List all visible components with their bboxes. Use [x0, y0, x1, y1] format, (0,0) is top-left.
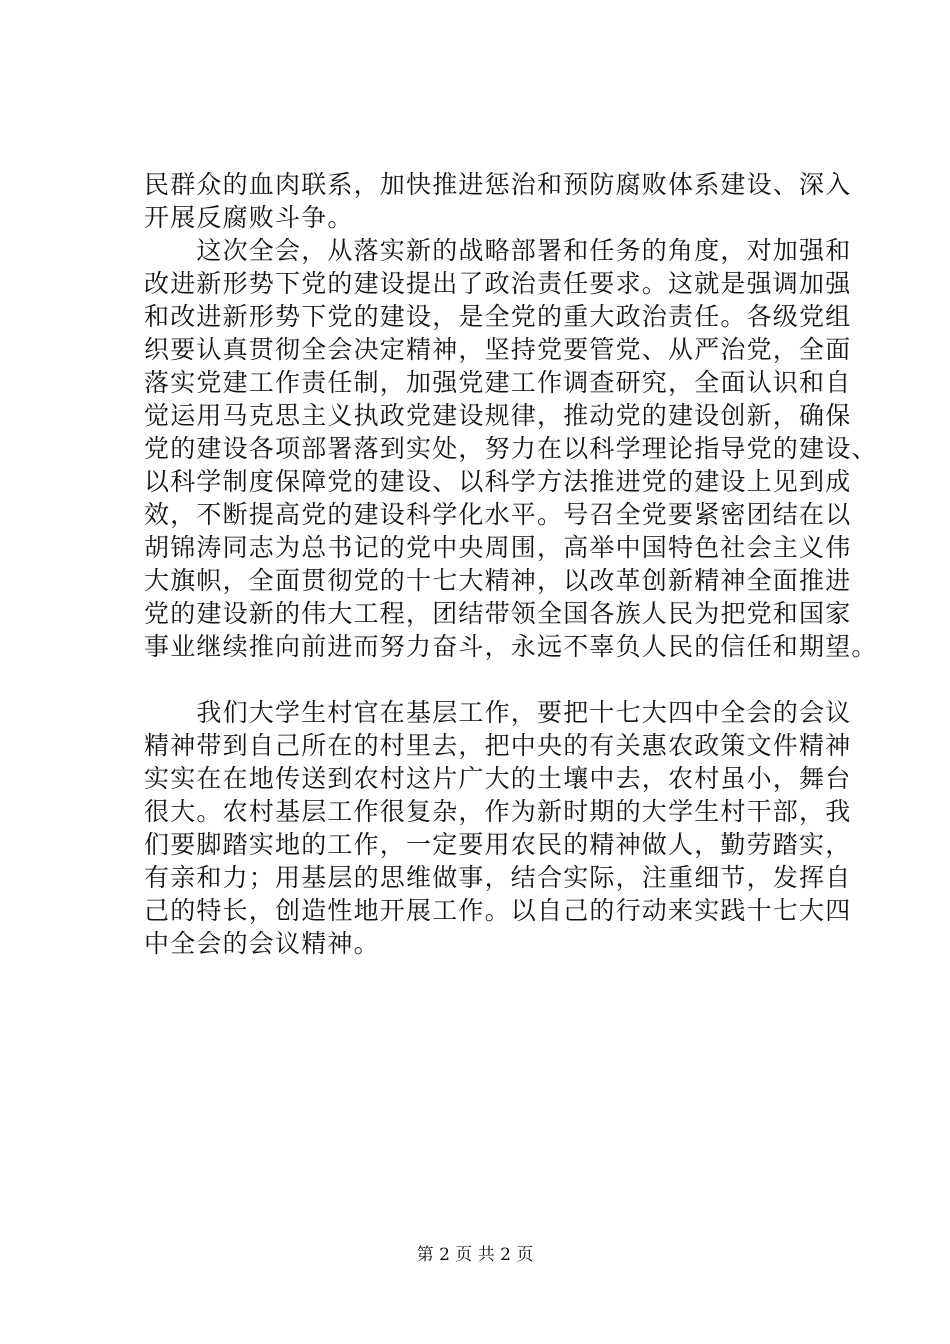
paragraph-2-line-4: 织要认真贯彻全会决定精神，坚持党要管党、从严治党，全面	[144, 335, 852, 364]
paragraph-2-line-1: 这次全会，从落实新的战略部署和任务的角度，对加强和	[144, 236, 852, 265]
page-number-footer: 第 2 页 共 2 页	[416, 1245, 534, 1265]
paragraph-2-line-5: 落实党建工作责任制，加强党建工作调查研究，全面认识和自	[144, 368, 852, 397]
paragraph-spacer	[144, 663, 864, 696]
paragraph-3-line-3: 实实在在地传送到农村这片广大的土壤中去，农村虽小，舞台	[144, 764, 852, 793]
paragraph-3-line-1: 我们大学生村官在基层工作，要把十七大四中全会的会议	[144, 698, 852, 727]
paragraph-2-line-11: 大旗帜，全面贯彻党的十七大精神，以改革创新精神全面推进	[144, 566, 852, 595]
paragraph-3-line-4: 很大。农村基层工作很复杂，作为新时期的大学生村干部，我	[144, 797, 852, 826]
paragraph-3-line-5: 们要脚踏实地的工作，一定要用农民的精神做人，勤劳踏实，	[144, 830, 852, 859]
paragraph-2-line-9: 效，不断提高党的建设科学化水平。号召全党要紧密团结在以	[144, 500, 852, 529]
paragraph-2-line-3: 和改进新形势下党的建设，是全党的重大政治责任。各级党组	[144, 302, 852, 331]
paragraph-2-line-6: 觉运用马克思主义执政党建设规律，推动党的建设创新，确保	[144, 401, 852, 430]
paragraph-2-line-12: 党的建设新的伟大工程，团结带领全国各族人民为把党和国家	[144, 599, 852, 628]
paragraph-3-line-7: 己的特长，创造性地开展工作。以自己的行动来实践十七大四	[144, 896, 852, 925]
paragraph-3-line-2: 精神带到自己所在的村里去，把中央的有关惠农政策文件精神	[144, 731, 852, 760]
document-body	[144, 168, 878, 960]
paragraph-2-line-2: 改进新形势下党的建设提出了政治责任要求。这就是强调加强	[144, 269, 852, 298]
paragraph-2-line-13: 事业继续推向前进而努力奋斗，永远不辜负人民的信任和期望。	[144, 632, 878, 661]
paragraph-2-line-10: 胡锦涛同志为总书记的党中央周围，高举中国特色社会主义伟	[144, 533, 852, 562]
paragraph-2-line-7: 党的建设各项部署落到实处，努力在以科学理论指导党的建设、	[144, 434, 878, 463]
paragraph-3-line-8: 中全会的会议精神。	[144, 929, 380, 958]
paragraph-2-line-8: 以科学制度保障党的建设、以科学方法推进党的建设上见到成	[144, 467, 852, 496]
paragraph-1-line-1: 民群众的血肉联系，加快推进惩治和预防腐败体系建设、深入	[144, 170, 852, 199]
paragraph-1-line-2: 开展反腐败斗争。	[144, 203, 354, 232]
paragraph-3-line-6: 有亲和力；用基层的思维做事，结合实际，注重细节，发挥自	[144, 863, 852, 892]
